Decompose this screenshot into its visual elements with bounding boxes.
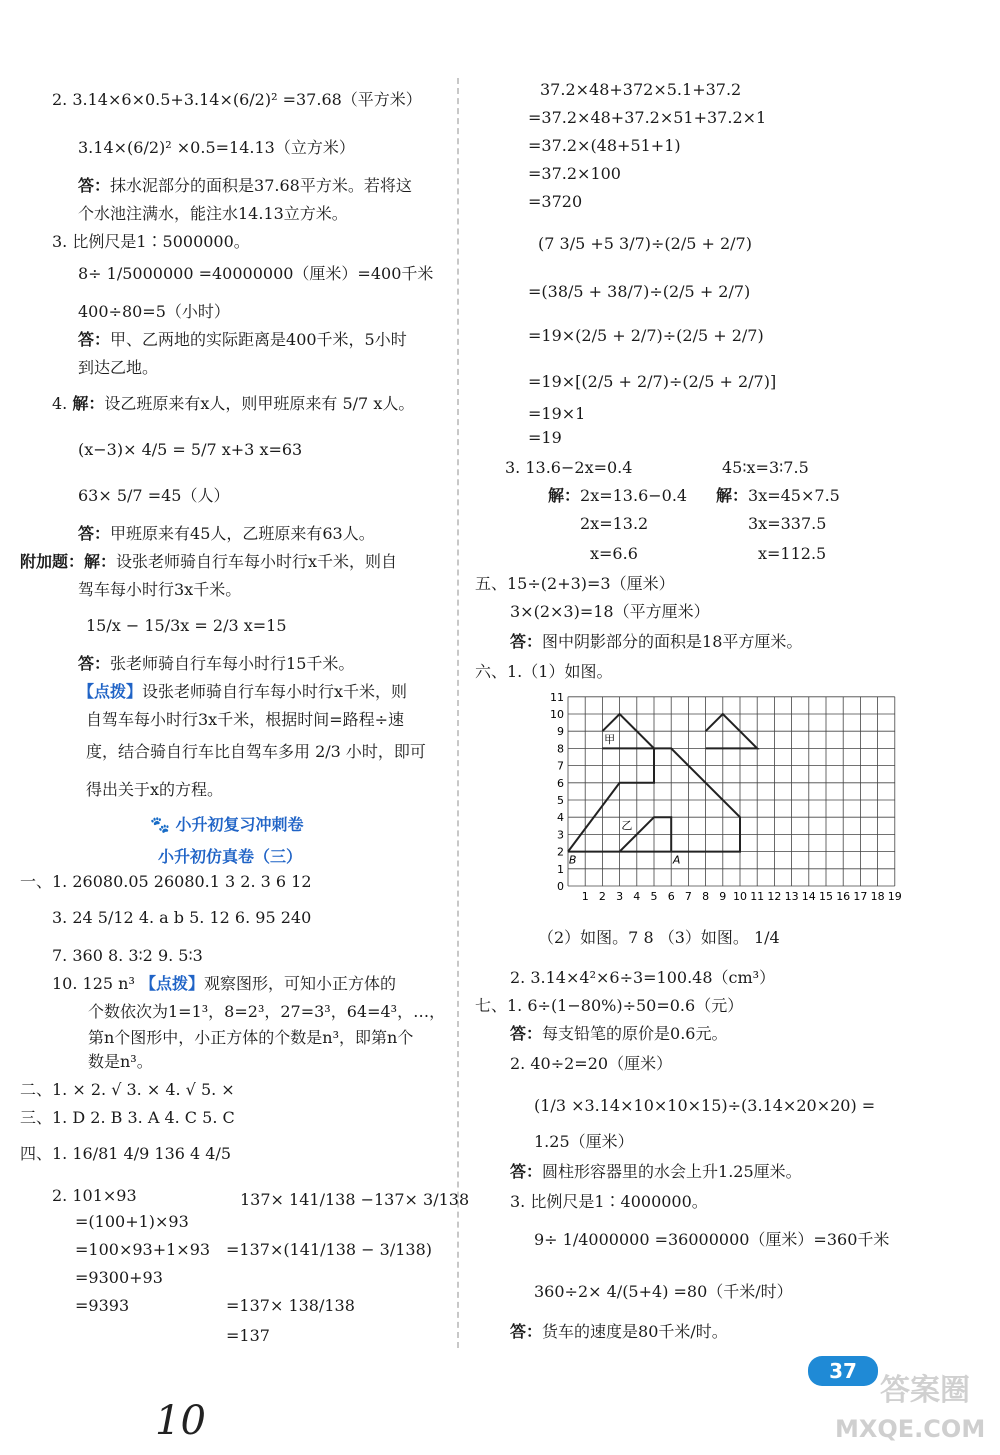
line: 驾车每小时行3x千米。 (78, 580, 242, 599)
calc-line: =19×(2/5 + 2/7)÷(2/5 + 2/7) (528, 326, 764, 345)
line: 3.14×(6/2)² ×0.5=14.13（立方米） (78, 138, 355, 157)
line: 第n个图形中，小正方体的个数是n³，即第n个 (88, 1028, 414, 1047)
calc-line: =137×(141/138 − 3/138) (226, 1240, 432, 1259)
tip-line (52, 974, 396, 994)
watermark-url: MXQE.COM (835, 1415, 986, 1443)
x-tick-label: 19 (887, 890, 902, 903)
section-title-text: 小升初复习冲刺卷 (175, 815, 304, 834)
line: 个数依次为1=1³，8=2³，27=3³，64=4³，…， (88, 1002, 446, 1021)
y-tick-label: 11 (550, 690, 564, 704)
y-tick-label: 0 (557, 880, 564, 893)
x-tick-label: 9 (719, 890, 727, 903)
x-tick-label: 10 (733, 890, 747, 903)
answer-label: 答： (510, 632, 543, 651)
y-tick-label: 2 (557, 845, 564, 859)
x-tick-label: 12 (767, 890, 782, 903)
answer-text: 张老师骑自行车每小时行15千米。 (110, 654, 355, 673)
eq-line: 45∶x=3∶7.5 (722, 458, 809, 477)
section-title (150, 812, 304, 835)
answer-label: 答： (78, 654, 111, 673)
answer-line (510, 1024, 727, 1044)
y-tick-label: 6 (557, 776, 564, 790)
calc-line: =(100+1)×93 (75, 1212, 189, 1231)
line: 五、15÷(2+3)=3（厘米） (475, 574, 675, 593)
x-tick-label: 14 (801, 890, 816, 903)
x-tick-label: 16 (836, 890, 851, 903)
eq-line: 3x=337.5 (748, 514, 827, 533)
calc-line: =19×1 (528, 404, 586, 423)
y-tick-label: 4 (557, 811, 564, 825)
line: 1.25（厘米） (534, 1132, 634, 1151)
y-tick-label: 3 (557, 828, 564, 842)
answer-text: 货车的速度是80千米/时。 (542, 1322, 728, 1341)
answer-line (78, 654, 354, 674)
line: 得出关于x的方程。 (86, 780, 224, 799)
eq-text: 2x=13.6−0.4 (580, 486, 688, 505)
solution-label: 解： (716, 486, 749, 505)
calc-line: =37.2×100 (528, 164, 621, 183)
answer-text: 每支铅笔的原价是0.6元。 (542, 1024, 728, 1043)
handwritten-note: 10 (155, 1398, 206, 1444)
answer-label: 答： (78, 330, 111, 349)
eq-line: 2x=13.2 (580, 514, 649, 533)
x-tick-label: 13 (784, 890, 799, 903)
calc-line: =9393 (75, 1296, 130, 1315)
line: 个水池注满水，能注水14.13立方米。 (78, 204, 348, 223)
x-tick-label: 2 (598, 890, 606, 903)
line: (x−3)× 4/5 = 5/7 x+3 x=63 (78, 440, 303, 459)
line: 3. 比例尺是1∶5000000。 (52, 232, 250, 251)
y-tick-label: 8 (557, 742, 564, 756)
calc-line: 2. 101×93 (52, 1186, 137, 1205)
line: 六、1.（1）如图。 (475, 662, 613, 681)
bonus-label: 附加题： (20, 552, 85, 571)
eq-line: x=112.5 (758, 544, 827, 563)
x-tick-label: 5 (650, 890, 658, 903)
line: 3×(2×3)=18（平方厘米） (510, 602, 710, 621)
point-label-a: A (672, 853, 681, 867)
line: 到达乙地。 (78, 358, 159, 377)
x-axis-labels (582, 890, 902, 903)
calc-line: =37.2×48+37.2×51+37.2×1 (528, 108, 767, 127)
line: 3. 24 5/12 4. a b 5. 12 6. 95 240 (52, 908, 312, 927)
calc-line: =9300+93 (75, 1268, 163, 1287)
paw-icon: 🐾 (150, 815, 176, 834)
line: 15/x − 15/3x = 2/3 x=15 (86, 616, 287, 635)
tip-label: 【点拨】 (78, 682, 143, 701)
line: 2. 3.14×6×0.5+3.14×(6/2)² =37.68（平方米） (52, 90, 422, 109)
line: 360÷2× 4/(5+4) =80（千米/时） (534, 1282, 793, 1301)
bonus-line (20, 552, 397, 572)
calc-line: =3720 (528, 192, 583, 211)
line: 度，结合骑自行车比自驾车多用 2/3 小时，即可 (86, 742, 426, 761)
page-number-badge: 37 (808, 1356, 878, 1386)
grid-lines (568, 697, 895, 886)
calc-line: =19×[(2/5 + 2/7)÷(2/5 + 2/7)] (528, 372, 777, 391)
line: 二、1. × 2. √ 3. × 4. √ 5. × (20, 1080, 235, 1099)
tip-text: 设张老师骑自行车每小时行x千米，则 (142, 682, 408, 701)
x-tick-label: 3 (616, 890, 624, 903)
y-axis-labels (550, 691, 564, 893)
answer-label: 答： (510, 1162, 543, 1181)
line (52, 394, 414, 414)
x-tick-label: 15 (819, 890, 833, 903)
point-label-b: B (568, 853, 577, 867)
line: 8÷ 1/5000000 =40000000（厘米）=400千米 (78, 264, 434, 283)
exam-title: 小升初仿真卷（三） (158, 847, 303, 866)
line: 400÷80=5（小时） (78, 302, 230, 321)
line: 四、1. 16/81 4/9 136 4 4/5 (20, 1144, 232, 1163)
x-tick-label: 11 (750, 890, 765, 903)
x-tick-label: 6 (667, 890, 675, 903)
answer-label: 答： (510, 1322, 543, 1341)
eq-line (716, 486, 840, 506)
y-tick-label: 9 (557, 725, 564, 739)
line: 七、1. 6÷(1−80%)÷50=0.6（元） (475, 996, 744, 1015)
solution-label: 解： (72, 394, 105, 413)
x-tick-label: 1 (581, 890, 589, 903)
answer-text: 圆柱形容器里的水会上升1.25厘米。 (542, 1162, 802, 1181)
answer-text: 甲班原来有45人，乙班原来有63人。 (110, 524, 375, 543)
eq-line: 3. 13.6−2x=0.4 (505, 458, 633, 477)
line: 2. 3.14×4²×6÷3=100.48（cm³） (510, 968, 776, 987)
q-text: 10. 125 n³ (52, 974, 140, 993)
answer-line (510, 1322, 728, 1342)
tip-text: 观察图形，可知小正方体的 (203, 974, 396, 993)
line: 3. 比例尺是1∶4000000。 (510, 1192, 708, 1211)
answer-line (510, 632, 802, 652)
y-tick-label: 7 (557, 759, 564, 773)
line: 9÷ 1/4000000 =36000000（厘米）=360千米 (534, 1230, 890, 1249)
x-tick-label: 4 (633, 890, 641, 903)
watermark: 答案圈 (880, 1373, 970, 1408)
solution-text: 设乙班原来有x人，则甲班原来有 5/7 x人。 (104, 394, 415, 413)
calc-line: =19 (528, 428, 562, 447)
calc-line: (7 3/5 +5 3/7)÷(2/5 + 2/7) (538, 234, 752, 253)
line: 自驾车每小时行3x千米，根据时间=路程÷速 (86, 710, 405, 729)
answer-text: 甲、乙两地的实际距离是400千米，5小时 (110, 330, 407, 349)
eq-line (548, 486, 687, 506)
calc-line: =100×93+1×93 (75, 1240, 211, 1259)
calc-line: =137× 138/138 (226, 1296, 355, 1315)
solution-label: 解： (548, 486, 581, 505)
eq-line: x=6.6 (590, 544, 638, 563)
x-tick-label: 17 (853, 890, 868, 903)
x-tick-label: 18 (870, 890, 885, 903)
solution-label: 解： (84, 552, 117, 571)
eq-text: 3x=45×7.5 (748, 486, 840, 505)
shape-label-yi: 乙 (621, 819, 633, 833)
calc-line: =37.2×(48+51+1) (528, 136, 681, 155)
x-tick-label: 8 (702, 890, 710, 903)
line: 7. 360 8. 3∶2 9. 5∶3 (52, 946, 203, 965)
calc-line: 137× 141/138 −137× 3/138 (240, 1190, 470, 1209)
x-tick-label: 7 (684, 890, 692, 903)
answer-label: 答： (78, 524, 111, 543)
y-tick-label: 5 (557, 794, 564, 807)
y-tick-label: 1 (557, 862, 564, 876)
solution-text: 设张老师骑自行车每小时行x千米，则自 (116, 552, 398, 571)
coordinate-grid (530, 686, 900, 906)
shape-label-jia: 甲 (604, 733, 616, 747)
column-divider (457, 78, 459, 1348)
calc-line: 37.2×48+372×5.1+37.2 (540, 80, 742, 99)
answer-line (78, 330, 407, 350)
calc-line: =137 (226, 1326, 270, 1345)
answer-label: 答： (78, 176, 111, 195)
line: 2. 40÷2=20（厘米） (510, 1054, 673, 1073)
q-number: 4. (52, 394, 73, 413)
y-tick-label: 10 (550, 708, 564, 721)
answer-line (510, 1162, 802, 1182)
tip-label: 【点拨】 (139, 974, 204, 993)
line: 63× 5/7 =45（人） (78, 486, 230, 505)
line: 一、1. 26080.05 26080.1 3 2. 3 6 12 (20, 872, 312, 891)
answer-line (78, 524, 375, 544)
answer-label: 答： (510, 1024, 543, 1043)
line: (1/3 ×3.14×10×10×15)÷(3.14×20×20) = (534, 1096, 876, 1115)
answer-text: 图中阴影部分的面积是18平方厘米。 (542, 632, 803, 651)
answer-line (78, 176, 412, 196)
line: （2）如图。7 8 （3）如图。 1/4 (538, 928, 780, 947)
line: 数是n³。 (88, 1052, 153, 1071)
line: 三、1. D 2. B 3. A 4. C 5. C (20, 1108, 235, 1127)
tip-line (78, 682, 407, 702)
answer-text: 抹水泥部分的面积是37.68平方米。若将这 (110, 176, 412, 195)
calc-line: =(38/5 + 38/7)÷(2/5 + 2/7) (528, 282, 751, 301)
